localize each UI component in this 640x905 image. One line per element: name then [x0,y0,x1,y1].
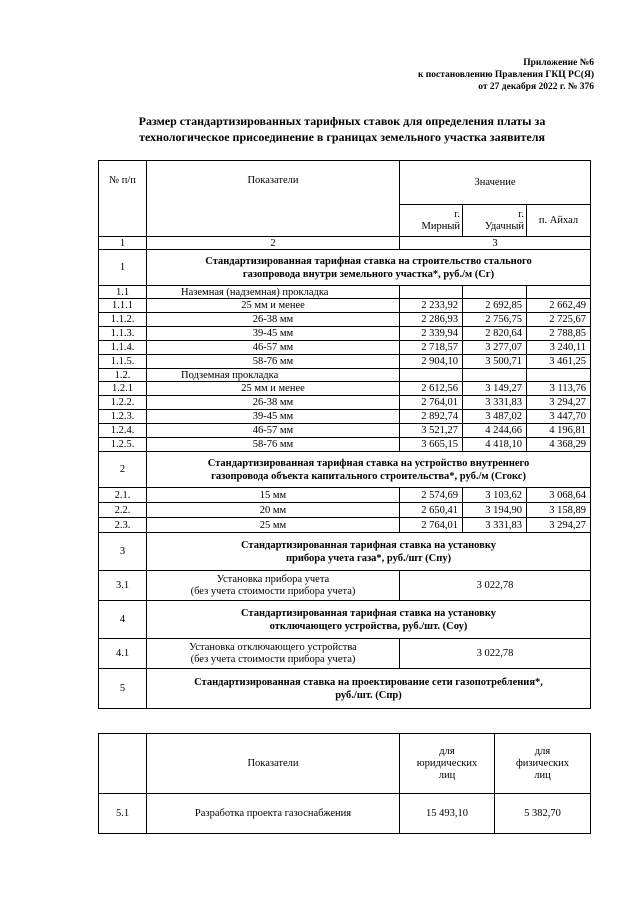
row-mirny: 2 574,69 [400,488,463,503]
appendix-line-1: Приложение №6 [523,58,594,68]
row-aikhal: 4 368,29 [527,438,591,452]
row-label-line-2: (без учета стоимости прибора учета) [190,585,356,597]
section-2-header [99,452,591,488]
row-mirny: 2 718,57 [400,341,463,355]
row-label: 46-57 мм [147,424,400,438]
section-2-num: 2 [99,452,147,488]
header-row [99,161,591,205]
row-value: 3 022,78 [400,571,591,601]
row-num: 1.1.5. [99,355,147,369]
table-row [99,518,591,533]
index-2: 2 [147,237,400,250]
row-mirny: 3 665,15 [400,438,463,452]
udachny-prefix: г. [518,208,524,220]
mirny-name: Мирный [421,220,460,232]
row-num: 3.1 [99,571,147,601]
section-4-title-line-1: Стандартизированная тарифная ставка на установку [240,607,496,619]
table-row [99,313,591,327]
legal-line-2: юридических [416,757,478,769]
subsection-1-2-rows [99,382,591,452]
section-3-num: 3 [99,533,147,571]
document-title [92,113,592,145]
table-row [99,382,591,396]
section-1-header [99,250,591,286]
section-4-row [99,639,591,669]
row-label-line-2: (без учета стоимости прибора учета) [190,653,356,665]
section-4-title [147,601,591,639]
table-row [99,488,591,503]
subsection-1-1-num: 1.1 [99,286,147,299]
row-label-line-1: Установка отключающего устройства [189,641,357,653]
row-aikhal: 3 461,25 [527,355,591,369]
row-value: 3 022,78 [400,639,591,669]
row-mirny: 2 764,01 [400,396,463,410]
section-2-title-line-1: Стандартизированная тарифная ставка на устройство внутреннего [207,457,530,469]
row-label: 25 мм и менее [147,299,400,313]
row-num: 1.1.4. [99,341,147,355]
row-label: 46-57 мм [147,341,400,355]
title-line-2: технологическое присоединение в границах земельного участка заявителя [139,130,545,144]
row-udachny: 2 820,64 [463,327,527,341]
appendix-line-2: к постановлению Правления ГКЦ РС(Я) [417,70,594,80]
row-udachny: 4 244,66 [463,424,527,438]
row-mirny: 2 612,56 [400,382,463,396]
row-num: 1.2.1 [99,382,147,396]
row-aikhal: 3 068,64 [527,488,591,503]
row-label: 39-45 мм [147,327,400,341]
legal-line-1: для [439,745,455,757]
row-num: 1.1.1 [99,299,147,313]
row-label: 26-38 мм [147,396,400,410]
row-udachny: 2 692,85 [463,299,527,313]
row-num: 5.1 [99,794,147,834]
table-row [99,438,591,452]
row-aikhal: 3 240,11 [527,341,591,355]
index-1: 1 [99,237,147,250]
section-1-num: 1 [99,250,147,286]
table-row [99,327,591,341]
row-aikhal: 4 196,81 [527,424,591,438]
row-udachny: 2 756,75 [463,313,527,327]
row-label-line-1: Установка прибора учета [216,573,330,585]
row-num: 1.1.2. [99,313,147,327]
row-num: 1.2.5. [99,438,147,452]
row-udachny: 3 149,27 [463,382,527,396]
row-udachny: 3 331,83 [463,518,527,533]
mirny-prefix: г. [454,208,460,220]
table-row [99,503,591,518]
row-label: 58-76 мм [147,438,400,452]
subsection-1-1 [99,286,591,299]
section-4-title-line-2: отключающего устройства, руб./шт. (Соу) [269,620,468,632]
row-mirny: 2 650,41 [400,503,463,518]
row-label: 15 мм [147,488,400,503]
section-3-title [147,533,591,571]
row-aikhal: 2 788,85 [527,327,591,341]
row-udachny: 3 103,62 [463,488,527,503]
index-3: 3 [400,237,591,250]
row-aikhal: 2 725,67 [527,313,591,327]
appendix-line-3: от 27 декабря 2022 г. № 376 [478,82,594,92]
phys-line-3: лиц [534,769,551,781]
section-5-phys-header [495,734,591,794]
row-mirny: 2 904,10 [400,355,463,369]
row-udachny: 3 487,02 [463,410,527,424]
row-num: 4.1 [99,639,147,669]
row-num: 1.1.3. [99,327,147,341]
row-num: 2.2. [99,503,147,518]
header-num: № п/п [99,161,147,237]
row-num: 1.2.3. [99,410,147,424]
row-udachny: 3 277,07 [463,341,527,355]
section-3-title-line-1: Стандартизированная тарифная ставка на установку [240,539,496,551]
header-col-mirny [400,205,463,237]
section-2-title-line-2: газопровода объекта капитального строительства*, руб./м (Сгокс) [211,470,526,482]
section-4-header [99,601,591,639]
appendix-header [418,57,594,93]
row-aikhal: 3 113,76 [527,382,591,396]
row-label [147,639,400,669]
row-num: 1.2.4. [99,424,147,438]
row-label [147,571,400,601]
section-5-header [99,669,591,709]
row-mirny: 2 286,93 [400,313,463,327]
subsection-1-2 [99,369,591,382]
header-col-udachny [463,205,527,237]
row-mirny: 2 233,92 [400,299,463,313]
table-row [99,341,591,355]
section-5-num: 5 [99,669,147,709]
row-legal: 15 493,10 [400,794,495,834]
row-mirny: 3 521,27 [400,424,463,438]
section-1-title-line-1: Стандартизированная тарифная ставка на строительство стального [205,255,532,267]
row-udachny: 3 500,71 [463,355,527,369]
row-num: 2.1. [99,488,147,503]
row-aikhal: 3 294,27 [527,396,591,410]
row-label: 26-38 мм [147,313,400,327]
subsection-1-1-label: Наземная (надземная) прокладка [147,286,400,299]
row-label: Разработка проекта газоснабжения [147,794,400,834]
phys-line-2: физических [515,757,570,769]
section-5-indicators: Показатели [147,734,400,794]
header-value: Значение [400,161,591,205]
row-mirny: 2 764,01 [400,518,463,533]
row-num: 2.3. [99,518,147,533]
row-udachny: 4 418,10 [463,438,527,452]
table-row [99,355,591,369]
section-3-header [99,533,591,571]
section-5-title-line-2: руб./шт. (Спр) [335,689,402,701]
section-5-legal-header [400,734,495,794]
header-col-aikhal: п. Айхал [527,205,591,237]
tariff-table [98,160,591,709]
row-aikhal: 3 294,27 [527,518,591,533]
section-5-subheader [99,734,591,794]
header-indicators: Показатели [147,161,400,237]
section-2-title [147,452,591,488]
row-label: 25 мм и менее [147,382,400,396]
section-1-title-line-2: газопровода внутри земельного участка*, руб./м (Сг) [242,268,495,280]
row-aikhal: 3 158,89 [527,503,591,518]
row-mirny: 2 339,94 [400,327,463,341]
row-label: 58-76 мм [147,355,400,369]
row-aikhal: 3 447,70 [527,410,591,424]
table-row [99,299,591,313]
subsection-1-2-num: 1.2. [99,369,147,382]
table-row [99,410,591,424]
row-phys: 5 382,70 [495,794,591,834]
row-label: 20 мм [147,503,400,518]
section-5-title-line-1: Стандартизированная ставка на проектирование сети газопотребления*, [194,676,543,688]
subsection-1-1-rows [99,299,591,369]
row-num: 1.2.2. [99,396,147,410]
phys-line-1: для [534,745,551,757]
udachny-name: Удачный [484,220,524,232]
subsection-1-2-label: Подземная прокладка [147,369,400,382]
legal-line-3: лиц [438,769,456,781]
section-4-num: 4 [99,601,147,639]
title-line-1: Размер стандартизированных тарифных ставок для определения платы за [138,114,546,128]
row-label: 25 мм [147,518,400,533]
design-rates-table [98,733,591,834]
section-2-rows [99,488,591,533]
row-mirny: 2 892,74 [400,410,463,424]
row-aikhal: 2 662,49 [527,299,591,313]
section-3-row [99,571,591,601]
section-1-title [147,250,591,286]
section-5-title [147,669,591,709]
table-row [99,396,591,410]
section-5-row [99,794,591,834]
index-row [99,237,591,250]
section-3-title-line-2: прибора учета газа*, руб./шт (Спу) [285,552,452,564]
row-udachny: 3 331,83 [463,396,527,410]
row-label: 39-45 мм [147,410,400,424]
table-row [99,424,591,438]
row-udachny: 3 194,90 [463,503,527,518]
